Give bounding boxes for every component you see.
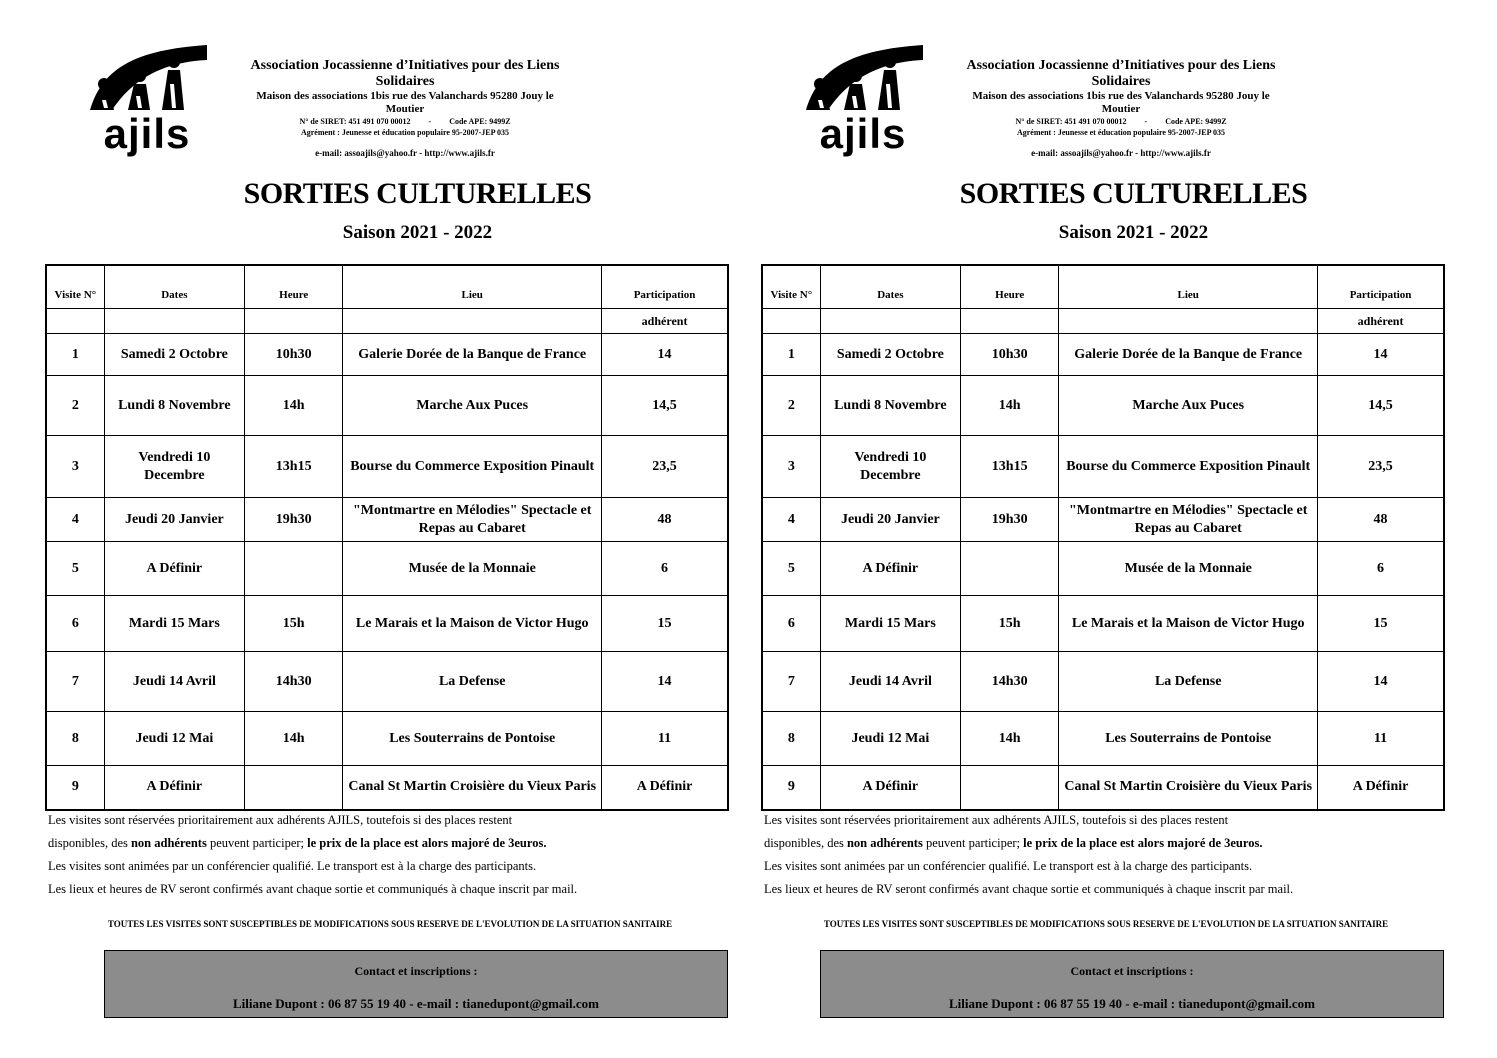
place-cell: Les Souterrains de Pontoise [1059, 712, 1318, 766]
header-visit-number: Visite N° [46, 265, 104, 309]
table-row [762, 436, 1444, 498]
visit-number-cell: 4 [46, 498, 104, 542]
date-cell: Mardi 15 Mars [104, 596, 244, 652]
logo-text: ajils [103, 110, 191, 157]
table-row [46, 436, 728, 498]
date-cell: Vendredi 10 Decembre [104, 436, 244, 498]
association-name: Association Jocassienne d’Initiatives pour des Liens Solidaires [250, 58, 560, 89]
date-cell: A Définir [104, 766, 244, 810]
date-cell: A Définir [104, 542, 244, 596]
table-row [46, 542, 728, 596]
date-cell: Jeudi 12 Mai [820, 712, 960, 766]
ajils-logo [798, 40, 928, 156]
place-cell: "Montmartre en Mélodies" Spectacle et Repas au Cabaret [1059, 498, 1318, 542]
table-row [46, 596, 728, 652]
date-cell: Lundi 8 Novembre [820, 376, 960, 436]
table-row [46, 712, 728, 766]
place-cell: Les Souterrains de Pontoise [343, 712, 602, 766]
email-website-line: e-mail: assoajils@yahoo.fr - http://www.ajils.fr [315, 148, 495, 158]
page-title: SORTIES CULTURELLES [959, 177, 1308, 210]
visit-number-cell: 2 [46, 376, 104, 436]
visit-number-cell: 7 [762, 652, 820, 712]
time-cell: 13h15 [245, 436, 343, 498]
price-cell: 6 [1318, 542, 1444, 596]
place-cell: Canal St Martin Croisière du Vieux Paris [1059, 766, 1318, 810]
price-cell: A Définir [1318, 766, 1444, 810]
table-subheader-row [762, 309, 1444, 334]
table-row [46, 766, 728, 810]
association-header [240, 58, 570, 159]
price-cell: 14 [1318, 652, 1444, 712]
association-header [956, 58, 1286, 159]
time-cell: 10h30 [245, 334, 343, 376]
table-subheader-row [46, 309, 728, 334]
visit-number-cell: 2 [762, 376, 820, 436]
place-cell: Marche Aux Puces [343, 376, 602, 436]
table-header-row [762, 265, 1444, 309]
visit-number-cell: 8 [46, 712, 104, 766]
table-row [762, 376, 1444, 436]
agrement-line: Agrément : Jeunesse et éducation populaire 95-2007-JEP 035 [300, 128, 510, 137]
table-row [762, 334, 1444, 376]
table-row [762, 766, 1444, 810]
header-time: Heure [961, 265, 1059, 309]
date-cell: Jeudi 14 Avril [104, 652, 244, 712]
header-place: Lieu [343, 265, 602, 309]
date-cell: Jeudi 12 Mai [104, 712, 244, 766]
sanitary-warning: TOUTES LES VISITES SONT SUSCEPTIBLES DE MODIFICATIONS SOUS RESERVE DE L'EVOLUTION DE LA SITUATION SANITAIRE [107, 919, 673, 929]
page-title: SORTIES CULTURELLES [243, 177, 592, 210]
price-cell: 23,5 [602, 436, 728, 498]
date-cell: Jeudi 14 Avril [820, 652, 960, 712]
logo-text: ajils [819, 110, 907, 157]
time-cell: 14h30 [245, 652, 343, 712]
date-cell: Vendredi 10 Decembre [820, 436, 960, 498]
place-cell: Musée de la Monnaie [343, 542, 602, 596]
visit-number-cell: 4 [762, 498, 820, 542]
people-figures-icon [798, 40, 928, 120]
ajils-logo [82, 40, 212, 156]
time-cell: 15h [245, 596, 343, 652]
header-visit-number: Visite N° [762, 265, 820, 309]
header-place: Lieu [1059, 265, 1318, 309]
date-cell: Lundi 8 Novembre [104, 376, 244, 436]
contact-title: Contact et inscriptions : [1070, 964, 1194, 978]
date-cell: Jeudi 20 Janvier [820, 498, 960, 542]
place-cell: Le Marais et la Maison de Victor Hugo [343, 596, 602, 652]
siret-number: N° de SIRET: 451 491 070 00012 [1015, 117, 1127, 126]
price-cell: 6 [602, 542, 728, 596]
visit-number-cell: 6 [762, 596, 820, 652]
time-cell: 14h [961, 712, 1059, 766]
price-cell: 14 [1318, 334, 1444, 376]
price-cell: A Définir [602, 766, 728, 810]
email-website-line: e-mail: assoajils@yahoo.fr - http://www.ajils.fr [1031, 148, 1211, 158]
visit-number-cell: 3 [762, 436, 820, 498]
price-cell: 11 [1318, 712, 1444, 766]
header-member-price: adhérent [602, 309, 728, 334]
registration-line [240, 116, 570, 127]
place-cell: Musée de la Monnaie [1059, 542, 1318, 596]
visits-table [761, 264, 1445, 811]
note-line-2: disponibles, des non adhérents peuvent participer; le prix de la place est alors majoré de 3euros. [48, 836, 547, 850]
visit-number-cell: 8 [762, 712, 820, 766]
table-row [762, 498, 1444, 542]
price-cell: 23,5 [1318, 436, 1444, 498]
table-row [762, 596, 1444, 652]
note-line-3: Les visites sont animées par un conférencier qualifié. Le transport est à la charge des participants. [764, 859, 1253, 873]
contact-box [820, 950, 1444, 1018]
visit-number-cell: 1 [762, 334, 820, 376]
time-cell [245, 766, 343, 810]
note-line-3: Les visites sont animées par un conférencier qualifié. Le transport est à la charge des participants. [48, 859, 537, 873]
price-cell: 48 [1318, 498, 1444, 542]
time-cell: 19h30 [961, 498, 1059, 542]
date-cell: Mardi 15 Mars [820, 596, 960, 652]
time-cell: 19h30 [245, 498, 343, 542]
date-cell: Samedi 2 Octobre [820, 334, 960, 376]
table-row [762, 712, 1444, 766]
place-cell: Bourse du Commerce Exposition Pinault [343, 436, 602, 498]
place-cell: Le Marais et la Maison de Victor Hugo [1059, 596, 1318, 652]
price-cell: 14 [602, 652, 728, 712]
time-cell: 13h15 [961, 436, 1059, 498]
header-participation: Participation [602, 265, 728, 309]
ape-code: Code APE: 9499Z [1165, 117, 1227, 126]
visit-notes [764, 809, 1454, 901]
header-member-price: adhérent [1318, 309, 1444, 334]
table-row [46, 498, 728, 542]
header-participation: Participation [1318, 265, 1444, 309]
date-cell: Samedi 2 Octobre [104, 334, 244, 376]
table-row [46, 376, 728, 436]
note-line-1: Les visites sont réservées prioritairement aux adhérents AJILS, toutefois si des places restent [764, 813, 1229, 827]
season-subtitle: Saison 2021 - 2022 [1058, 222, 1209, 243]
season-subtitle: Saison 2021 - 2022 [342, 222, 493, 243]
price-cell: 15 [1318, 596, 1444, 652]
note-line-4: Les lieux et heures de RV seront confirmés avant chaque sortie et communiqués à chaque inscrit par mail. [764, 882, 1294, 896]
place-cell: Galerie Dorée de la Banque de France [1059, 334, 1318, 376]
visit-number-cell: 1 [46, 334, 104, 376]
ape-code: Code APE: 9499Z [449, 117, 511, 126]
contact-box [104, 950, 728, 1018]
flyer-right [756, 0, 1456, 1058]
contact-details: Liliane Dupont : 06 87 55 19 40 - e-mail : tianedupont@gmail.com [949, 996, 1315, 1011]
price-cell: 14,5 [602, 376, 728, 436]
time-cell: 14h30 [961, 652, 1059, 712]
association-address: Maison des associations 1bis rue des Valanchards 95280 Jouy le Moutier [972, 90, 1270, 115]
time-cell [961, 542, 1059, 596]
header-time: Heure [245, 265, 343, 309]
table-row [46, 334, 728, 376]
visits-table [45, 264, 729, 811]
place-cell: Bourse du Commerce Exposition Pinault [1059, 436, 1318, 498]
price-cell: 48 [602, 498, 728, 542]
place-cell: La Defense [1059, 652, 1318, 712]
table-header-row [46, 265, 728, 309]
association-address: Maison des associations 1bis rue des Valanchards 95280 Jouy le Moutier [256, 90, 554, 115]
price-cell: 14 [602, 334, 728, 376]
separator: - [1144, 117, 1148, 126]
time-cell [245, 542, 343, 596]
association-name: Association Jocassienne d’Initiatives pour des Liens Solidaires [966, 58, 1276, 89]
time-cell: 14h [245, 376, 343, 436]
place-cell: Canal St Martin Croisière du Vieux Paris [343, 766, 602, 810]
price-cell: 11 [602, 712, 728, 766]
time-cell: 10h30 [961, 334, 1059, 376]
visit-number-cell: 9 [46, 766, 104, 810]
separator: - [428, 117, 432, 126]
place-cell: Galerie Dorée de la Banque de France [343, 334, 602, 376]
date-cell: Jeudi 20 Janvier [104, 498, 244, 542]
place-cell: "Montmartre en Mélodies" Spectacle et Repas au Cabaret [343, 498, 602, 542]
visit-number-cell: 7 [46, 652, 104, 712]
registration-line [956, 116, 1286, 127]
time-cell: 14h [961, 376, 1059, 436]
siret-number: N° de SIRET: 451 491 070 00012 [299, 117, 411, 126]
note-line-1: Les visites sont réservées prioritairement aux adhérents AJILS, toutefois si des places restent [48, 813, 513, 827]
header-dates: Dates [104, 265, 244, 309]
note-line-2: disponibles, des non adhérents peuvent participer; le prix de la place est alors majoré de 3euros. [764, 836, 1263, 850]
sanitary-warning: TOUTES LES VISITES SONT SUSCEPTIBLES DE MODIFICATIONS SOUS RESERVE DE L'EVOLUTION DE LA SITUATION SANITAIRE [823, 919, 1389, 929]
place-cell: Marche Aux Puces [1059, 376, 1318, 436]
visit-notes [48, 809, 738, 901]
contact-details: Liliane Dupont : 06 87 55 19 40 - e-mail : tianedupont@gmail.com [233, 996, 599, 1011]
visit-number-cell: 5 [762, 542, 820, 596]
date-cell: A Définir [820, 766, 960, 810]
visit-number-cell: 9 [762, 766, 820, 810]
date-cell: A Définir [820, 542, 960, 596]
time-cell [961, 766, 1059, 810]
table-row [46, 652, 728, 712]
table-row [762, 652, 1444, 712]
visit-number-cell: 5 [46, 542, 104, 596]
price-cell: 15 [602, 596, 728, 652]
header-dates: Dates [820, 265, 960, 309]
note-line-4: Les lieux et heures de RV seront confirmés avant chaque sortie et communiqués à chaque inscrit par mail. [48, 882, 578, 896]
time-cell: 14h [245, 712, 343, 766]
people-figures-icon [82, 40, 212, 120]
visit-number-cell: 6 [46, 596, 104, 652]
agrement-line: Agrément : Jeunesse et éducation populaire 95-2007-JEP 035 [1016, 128, 1226, 137]
table-row [762, 542, 1444, 596]
time-cell: 15h [961, 596, 1059, 652]
contact-title: Contact et inscriptions : [354, 964, 478, 978]
place-cell: La Defense [343, 652, 602, 712]
price-cell: 14,5 [1318, 376, 1444, 436]
visit-number-cell: 3 [46, 436, 104, 498]
flyer-left [40, 0, 740, 1058]
